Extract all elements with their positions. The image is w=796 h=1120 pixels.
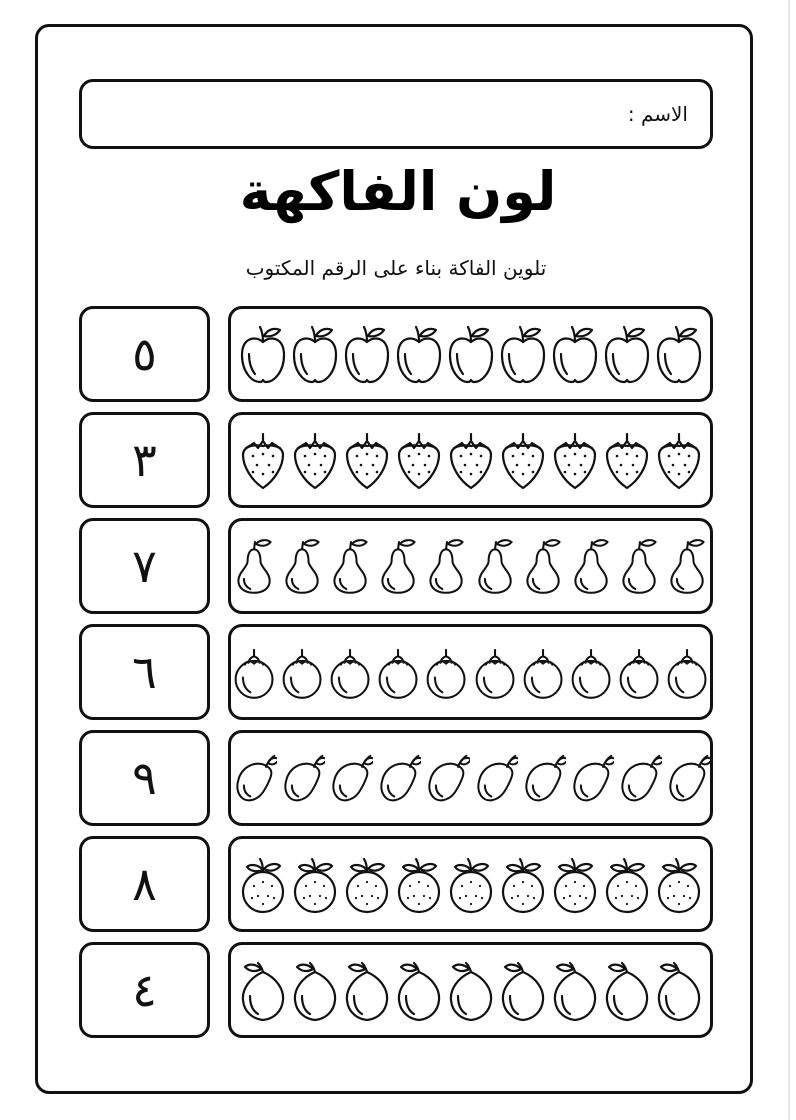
number-box: ٥ (79, 306, 210, 402)
lemon-icon[interactable] (446, 958, 496, 1022)
lemon-icon[interactable] (550, 958, 600, 1022)
mangosteen-icon[interactable] (279, 640, 325, 704)
orange-icon[interactable] (550, 852, 600, 916)
orange-icon[interactable] (446, 852, 496, 916)
orange-icon[interactable] (498, 852, 548, 916)
lemon-icon[interactable] (342, 958, 392, 1022)
fruit-row-mango[interactable] (228, 730, 713, 826)
mango-icon[interactable] (616, 746, 662, 810)
fruit-row-apple[interactable] (228, 306, 713, 402)
apple-icon[interactable] (394, 322, 444, 386)
mango-icon[interactable] (423, 746, 469, 810)
mangosteen-icon[interactable] (423, 640, 469, 704)
pear-icon[interactable] (327, 534, 373, 598)
apple-icon[interactable] (290, 322, 340, 386)
fruit-row-strawberry[interactable] (228, 412, 713, 508)
fruit-row-lemon[interactable] (228, 942, 713, 1038)
pear-icon[interactable] (568, 534, 614, 598)
pear-icon[interactable] (472, 534, 518, 598)
mango-icon[interactable] (520, 746, 566, 810)
mangosteen-icon[interactable] (664, 640, 710, 704)
lemon-icon[interactable] (394, 958, 444, 1022)
name-label: الاسم : (627, 102, 688, 126)
strawberry-icon[interactable] (290, 428, 340, 492)
number-box: ٤ (79, 942, 210, 1038)
orange-icon[interactable] (654, 852, 704, 916)
orange-icon[interactable] (602, 852, 652, 916)
apple-icon[interactable] (550, 322, 600, 386)
pear-icon[interactable] (423, 534, 469, 598)
orange-icon[interactable] (394, 852, 444, 916)
number-box: ٣ (79, 412, 210, 508)
number-box: ٩ (79, 730, 210, 826)
mangosteen-icon[interactable] (375, 640, 421, 704)
strawberry-icon[interactable] (498, 428, 548, 492)
pear-icon[interactable] (375, 534, 421, 598)
mango-icon[interactable] (472, 746, 518, 810)
pear-icon[interactable] (231, 534, 277, 598)
mango-icon[interactable] (568, 746, 614, 810)
apple-icon[interactable] (602, 322, 652, 386)
number-box: ٨ (79, 836, 210, 932)
mango-icon[interactable] (664, 746, 710, 810)
strawberry-icon[interactable] (394, 428, 444, 492)
apple-icon[interactable] (654, 322, 704, 386)
orange-icon[interactable] (290, 852, 340, 916)
apple-icon[interactable] (446, 322, 496, 386)
lemon-icon[interactable] (654, 958, 704, 1022)
lemon-icon[interactable] (290, 958, 340, 1022)
orange-icon[interactable] (342, 852, 392, 916)
number-box: ٦ (79, 624, 210, 720)
pear-icon[interactable] (520, 534, 566, 598)
strawberry-icon[interactable] (238, 428, 288, 492)
strawberry-icon[interactable] (654, 428, 704, 492)
pear-icon[interactable] (664, 534, 710, 598)
strawberry-icon[interactable] (602, 428, 652, 492)
apple-icon[interactable] (342, 322, 392, 386)
mangosteen-icon[interactable] (520, 640, 566, 704)
mangosteen-icon[interactable] (231, 640, 277, 704)
page-title: لون الفاكهة (239, 160, 557, 223)
mangosteen-icon[interactable] (568, 640, 614, 704)
mango-icon[interactable] (231, 746, 277, 810)
mangosteen-icon[interactable] (472, 640, 518, 704)
pear-icon[interactable] (616, 534, 662, 598)
fruit-row-pear[interactable] (228, 518, 713, 614)
apple-icon[interactable] (238, 322, 288, 386)
strawberry-icon[interactable] (550, 428, 600, 492)
orange-icon[interactable] (238, 852, 288, 916)
lemon-icon[interactable] (238, 958, 288, 1022)
mango-icon[interactable] (279, 746, 325, 810)
mango-icon[interactable] (375, 746, 421, 810)
number-box: ٧ (79, 518, 210, 614)
name-field[interactable] (79, 79, 713, 149)
mangosteen-icon[interactable] (616, 640, 662, 704)
apple-icon[interactable] (498, 322, 548, 386)
lemon-icon[interactable] (602, 958, 652, 1022)
fruit-row-orange[interactable] (228, 836, 713, 932)
strawberry-icon[interactable] (446, 428, 496, 492)
pear-icon[interactable] (279, 534, 325, 598)
instruction-text: تلوين الفاكة بناء على الرقم المكتوب (245, 256, 547, 280)
strawberry-icon[interactable] (342, 428, 392, 492)
fruit-row-mangosteen[interactable] (228, 624, 713, 720)
lemon-icon[interactable] (498, 958, 548, 1022)
mango-icon[interactable] (327, 746, 373, 810)
mangosteen-icon[interactable] (327, 640, 373, 704)
